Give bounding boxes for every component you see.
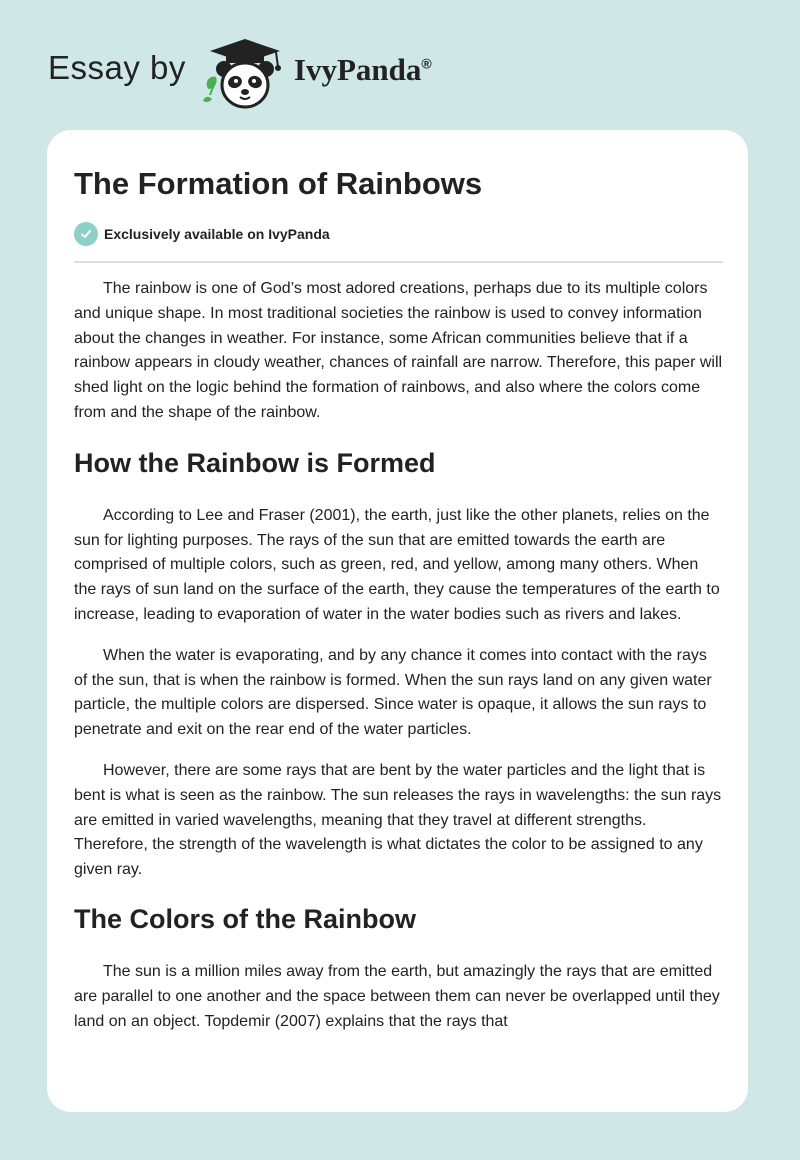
paragraph: The sun is a million miles away from the earth, but amazingly the rays that are emitted are parallel to one another and the space between them can never be overlapped until they land on an object. Topdemir (2007) explains that the rays that: [74, 962, 720, 1030]
paragraph: According to Lee and Fraser (2001), the earth, just like the other planets, relies on the sun for lighting purposes. The rays of the sun that are emitted towards the earth are comprised of multiple colors, such as green, red, and yellow, among many others. When the rays of sun land on the surface of the earth, they cause the temperatures of the earth to increase, leading to evaporation of water in the water bodies such as rivers and lakes.: [74, 506, 720, 623]
exclusive-badge: [74, 222, 330, 246]
check-icon: [74, 222, 98, 246]
brand-name: IvyPanda®: [293, 52, 432, 87]
essay-title: The Formation of Rainbows: [74, 166, 483, 201]
essay-body: [74, 277, 723, 1050]
paragraph: When the water is evaporating, and by any chance it comes into contact with the rays of the sun, that is when the rainbow is formed. When the sun rays land on any given water particle, the multiple colors are dispersed. Since water is opaque, it allows the sun rays to penetrate and exit on the rear end of the water particles.: [74, 646, 712, 739]
badge-text: Exclusively available on IvyPanda: [104, 226, 330, 242]
divider: [74, 261, 723, 263]
section-heading: How the Rainbow is Formed: [74, 447, 436, 478]
brand-header: [48, 34, 432, 114]
essay-card: [47, 130, 748, 1112]
intro-paragraph: The rainbow is one of God’s most adored creations, perhaps due to its multiple colors and unique shape. In most traditional societies the rainbow is used to convey information about the changes in weather. For instance, some African communities believe that if a rainbow appears in cloudy weather, chances of rainfall are narrow. Therefore, this paper will shed light on the logic behind the formation of rainbows, and also where the colors come from and the shape of the rainbow.: [74, 280, 723, 421]
paragraph: However, there are some rays that are bent by the water particles and the light that is bent is what is seen as the rainbow. The sun releases the rays in wavelengths: the sun rays are emitted in varied wavelengths, meaning that they travel at different strengths. Therefore, the strength of the wavelength is what dictates the color to be assigned to any given ray.: [74, 761, 722, 879]
registered-mark: ®: [421, 55, 432, 72]
panda-graduate-icon: [200, 37, 290, 111]
section-heading: The Colors of the Rainbow: [74, 903, 416, 934]
essay-by-label: Essay by: [48, 49, 186, 86]
